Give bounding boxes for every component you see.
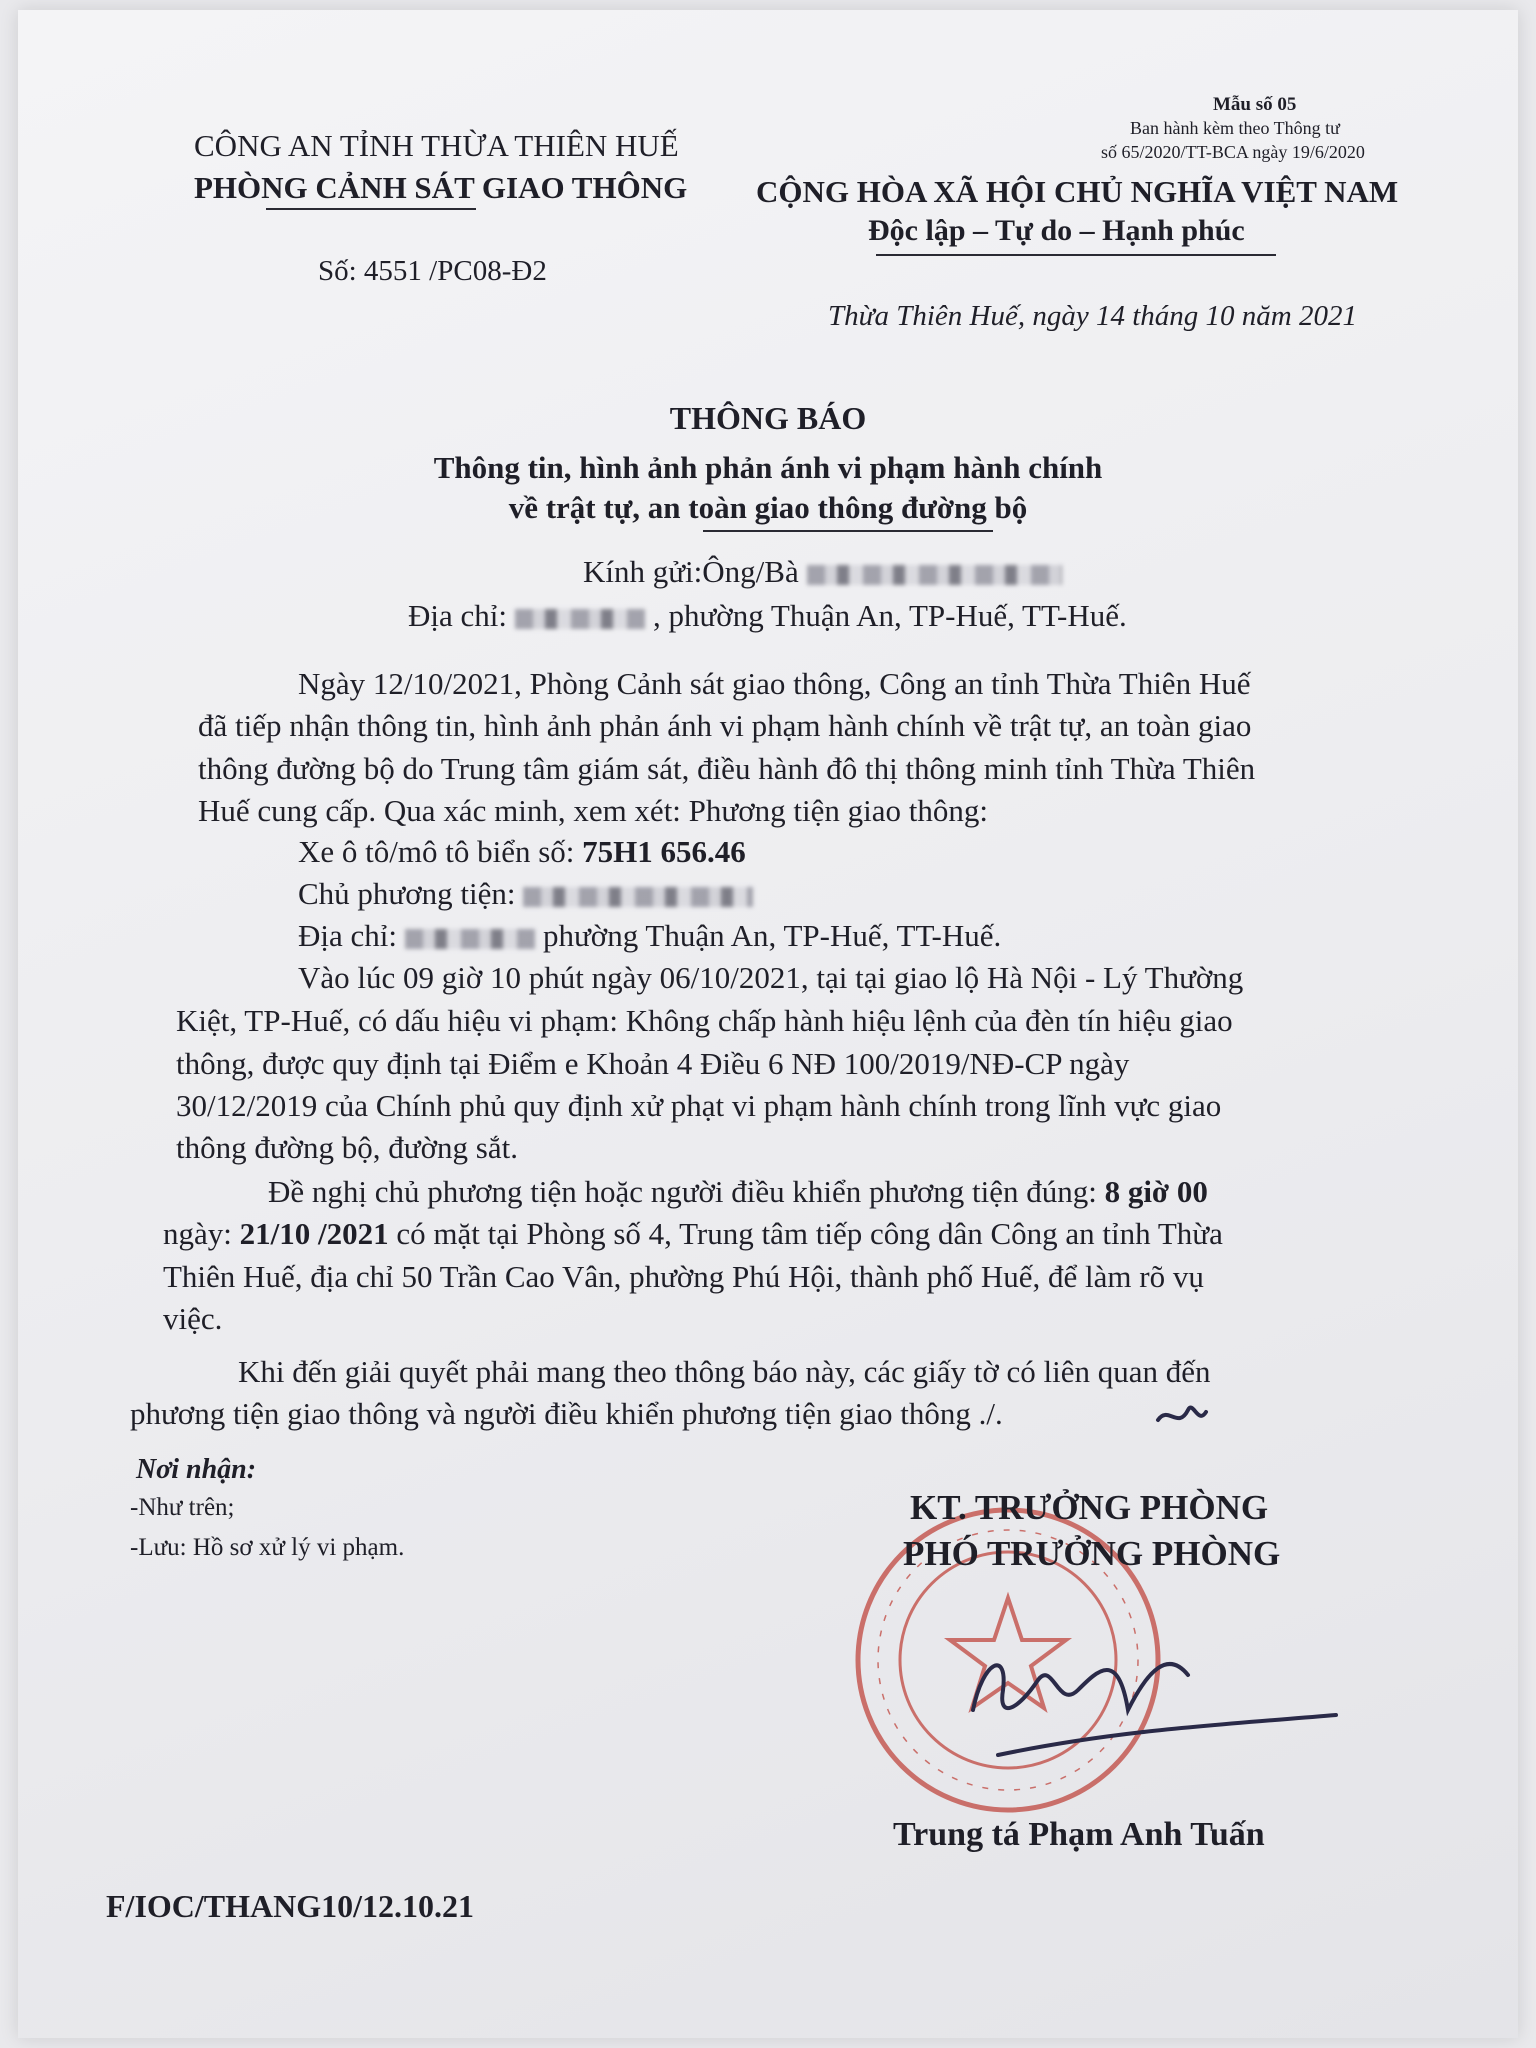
- notice-title: THÔNG BÁO: [669, 400, 867, 436]
- form-issued-line-1: Ban hành kèm theo Thông tư: [1130, 118, 1340, 138]
- recipient-label: Kính gửi:Ông/Bà: [583, 554, 799, 589]
- body-p4-line-1: Khi đến giải quyết phải mang theo thông báo này, các giấy tờ có liên quan đến: [238, 1354, 1211, 1389]
- place-date: Thừa Thiên Huế, ngày 14 tháng 10 năm 2021: [828, 300, 1357, 332]
- owner-address-label: Địa chỉ:: [298, 918, 397, 953]
- p3-location: có mặt tại Phòng số 4, Trung tâm tiếp công dân Công an tỉnh Thừa: [388, 1216, 1223, 1251]
- receiver-item-2: -Lưu: Hồ sơ xử lý vi phạm.: [130, 1534, 405, 1561]
- national-motto: Độc lập – Tự do – Hạnh phúc: [868, 214, 1245, 247]
- body-p1-line-4: Huế cung cấp. Qua xác minh, xem xét: Phương tiện giao thông:: [198, 793, 988, 828]
- p3-text: Đề nghị chủ phương tiện hoặc người điều khiển phương tiện đúng:: [268, 1174, 1105, 1209]
- issuer-department: PHÒNG CẢNH SÁT GIAO THÔNG: [194, 170, 688, 205]
- vehicle-label: Xe ô tô/mô tô biển số:: [298, 834, 583, 869]
- license-plate: 75H1 656.46: [582, 834, 746, 869]
- body-p3-line-4: việc.: [163, 1301, 223, 1336]
- body-p2-line-3: thông, được quy định tại Điểm e Khoản 4 Điều 6 NĐ 100/2019/NĐ-CP ngày: [176, 1046, 1130, 1081]
- national-title: CỘNG HÒA XÃ HỘI CHỦ NGHĨA VIỆT NAM: [756, 174, 1399, 209]
- body-p2-line-4: 30/12/2019 của Chính phủ quy định xử phạt vi phạm hành chính trong lĩnh vực giao: [176, 1088, 1222, 1123]
- signer-title-2: PHÓ TRƯỞNG PHÒNG: [903, 1534, 1281, 1573]
- form-number: Mẫu số 05: [1213, 94, 1297, 115]
- signer-title-1: KT. TRƯỞNG PHÒNG: [910, 1488, 1269, 1527]
- signer-name: Trung tá Phạm Anh Tuấn: [893, 1816, 1265, 1853]
- receivers-heading: Nơi nhận:: [136, 1454, 257, 1485]
- receiver-item-1: -Như trên;: [130, 1494, 235, 1521]
- address-rest: , phường Thuận An, TP-Huế, TT-Huế.: [653, 598, 1127, 633]
- body-p2-line-1: Vào lúc 09 giờ 10 phút ngày 06/10/2021, tại tại giao lộ Hà Nội - Lý Thường: [298, 960, 1244, 995]
- notice-subtitle-2: về trật tự, an toàn giao thông đường bộ: [508, 490, 1028, 525]
- appointment-date: 21/10 /2021: [239, 1216, 389, 1251]
- address-label: Địa chỉ:: [408, 598, 507, 633]
- form-issued-line-2: số 65/2020/TT-BCA ngày 19/6/2020: [1101, 142, 1365, 162]
- body-p2-line-5: thông đường bộ, đường sắt.: [176, 1130, 518, 1165]
- body-p2-line-2: Kiệt, TP-Huế, có dấu hiệu vi phạm: Không chấp hành hiệu lệnh của đèn tín hiệu giao: [176, 1003, 1233, 1038]
- body-p1-line-2: đã tiếp nhận thông tin, hình ảnh phản ánh vi phạm hành chính về trật tự, an toàn giao: [198, 708, 1252, 743]
- owner-label: Chủ phương tiện:: [298, 876, 516, 911]
- issuer-agency: CÔNG AN TỈNH THỪA THIÊN HUẾ: [194, 128, 679, 163]
- seal-and-signature: [18, 10, 1518, 2038]
- body-p1-line-1: Ngày 12/10/2021, Phòng Cảnh sát giao thông, Công an tỉnh Thừa Thiên Huế: [298, 666, 1251, 701]
- p3-date-label: ngày:: [163, 1216, 240, 1251]
- body-p1-line-3: thông đường bộ do Trung tâm giám sát, điều hành đô thị thông minh tỉnh Thừa Thiên: [198, 751, 1256, 786]
- document-page: [18, 10, 1518, 2038]
- body-p4-line-2: phương tiện giao thông và người điều khiển phương tiện giao thông ./.: [130, 1396, 1003, 1431]
- document-number: Số: 4551 /PC08-Đ2: [318, 255, 547, 287]
- notice-subtitle-1: Thông tin, hình ảnh phản ánh vi phạm hành chính: [433, 450, 1103, 485]
- document-reference: F/IOC/THANG10/12.10.21: [106, 1888, 475, 1924]
- owner-address-rest: phường Thuận An, TP-Huế, TT-Huế.: [543, 918, 1002, 953]
- handwritten-signature: [973, 1408, 1336, 1755]
- body-p3-line-3: Thiên Huế, địa chỉ 50 Trần Cao Vân, phường Phú Hội, thành phố Huế, để làm rõ vụ: [163, 1259, 1204, 1294]
- appointment-time: 8 giờ 00: [1104, 1174, 1208, 1209]
